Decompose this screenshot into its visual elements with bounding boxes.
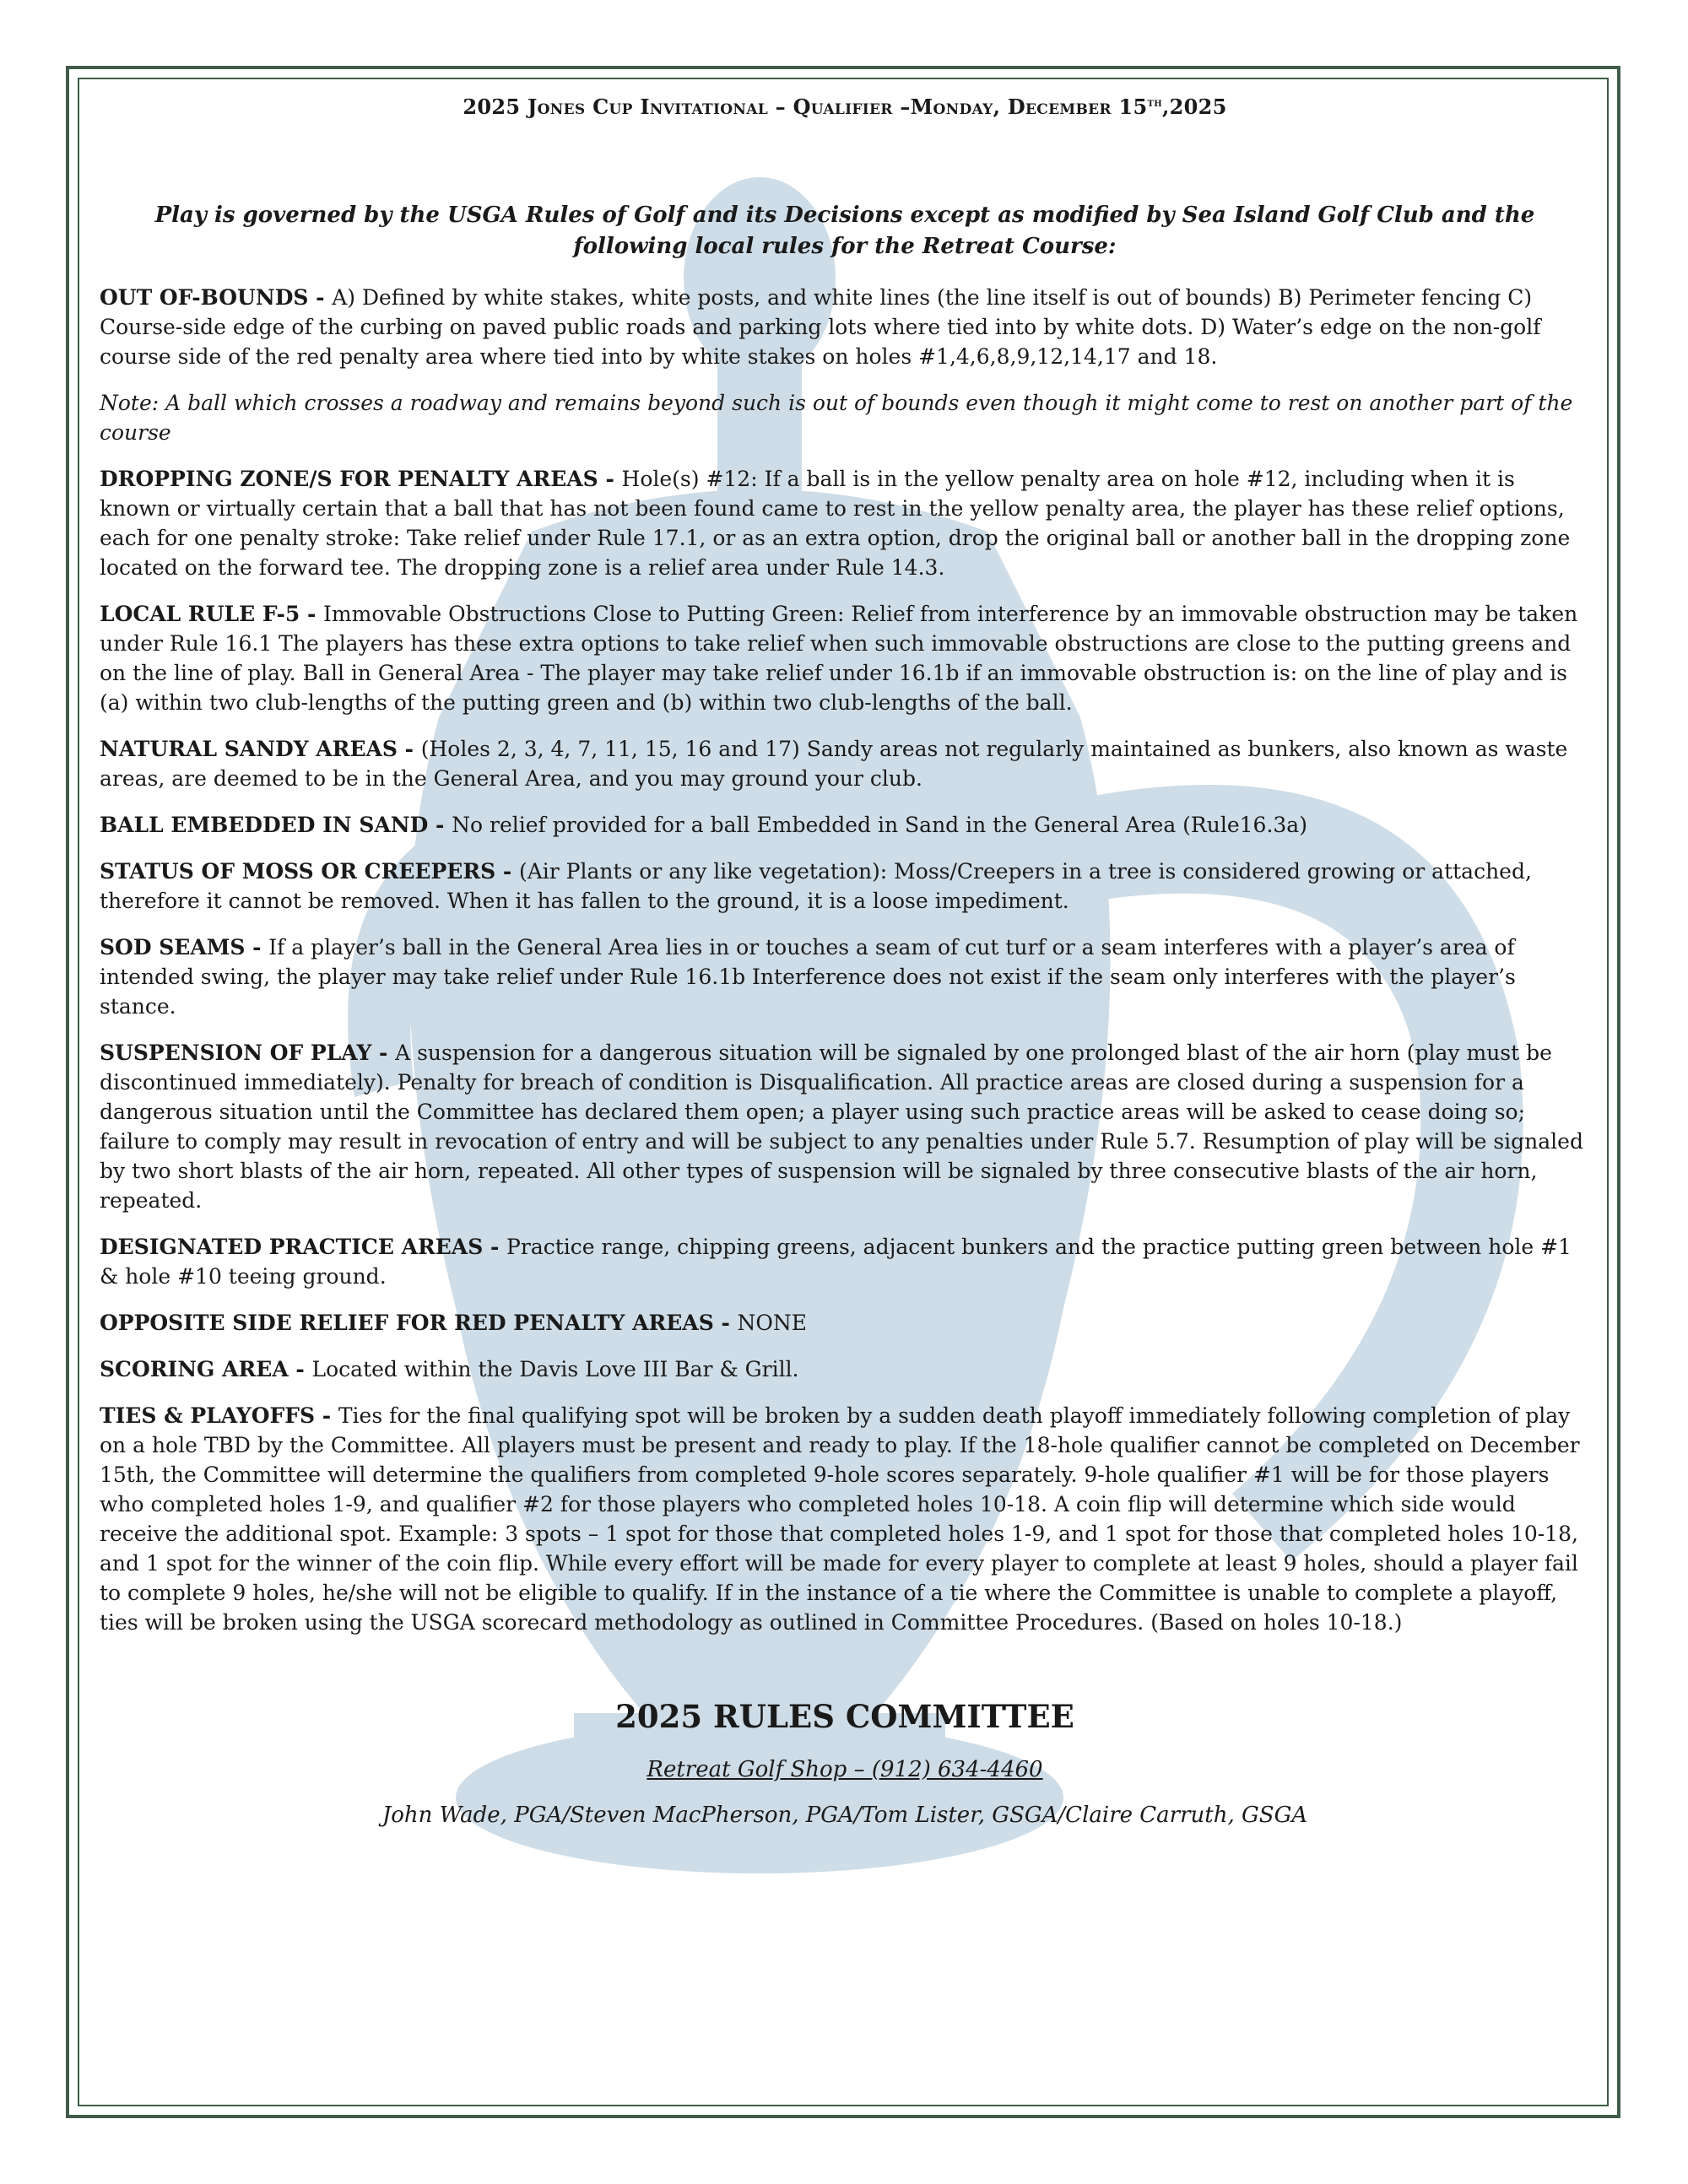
rule-dropping-zone: DROPPING ZONE/S FOR PENALTY AREAS - Hole(s) #12: If a ball is in the yellow penalty area on hole #12, including when it is known or virtually certain that a ball that has not been found came to rest in the yellow penalty area, the player has these relief options, each for one penalty stroke: Take relief under Rule 17.1, or as an extra option, drop the original ball or another ball in the dropping zone located on the forward tee. The dropping zone is a relief area under Rule 14.3. [100,467,1571,580]
rule-practice-areas: DESIGNATED PRACTICE AREAS - Practice range, chipping greens, adjacent bunkers and the practice putting green between hole #1 & hole #10 teeing ground. [100,1235,1572,1289]
rule-note: Note: A ball which crosses a roadway and remains beyond such is out of bounds even though it might come to rest on another part of the course [100,391,1573,445]
rule-ties-playoffs: TIES & PLAYOFFS - Ties for the final qualifying spot will be broken by a sudden death playoff immediately following completion of play on a hole TBD by the Committee. All players must be present and ready to play. If the 18-hole qualifier cannot be completed on December 15th, the Committee will determine the qualifiers from completed 9-hole scores separately. 9-hole qualifier #1 will be for those players who completed holes 1-9, and qualifier #2 for those players who completed holes 10-18. A coin flip will determine which side would receive the additional spot. Example: 3 spots – 1 spot for those that completed holes 1-9, and 1 spot for those that completed holes 10-18, and 1 spot for the winner of the coin flip. While every effort will be made for every player to complete at least 9 holes, should a player fail to complete 9 holes, he/she will not be eligible to qualify. If in the instance of a tie where the Committee is unable to complete a playoff, ties will be broken using the USGA scorecard methodology as outlined in Committee Procedures. (Based on holes 10-18.) [100,1403,1580,1635]
intro-statement: Play is governed by the USGA Rules of Golf and its Decisions except as modified by Sea Island Golf Club and the following local rules for the Retreat Course: [154,203,1535,259]
header-ordinal: th [1147,96,1162,110]
rule-moss-creepers: STATUS OF MOSS OR CREEPERS - (Air Plants or any like vegetation): Moss/Creepers in a tree is considered growing or attached, therefore it cannot be removed. When it has fallen to the ground, it is a loose impediment. [100,859,1532,913]
rule-suspension-of-play: SUSPENSION OF PLAY - A suspension for a dangerous situation will be signaled by one prolonged blast of the air horn (play must be discontinued immediately). Penalty for breach of condition is Disqualification. All practice areas are closed during a suspension for a dangerous situation until the Committee has declared them open; a player using such practice areas will be asked to cease doing so; failure to comply may result in revocation of entry and will be subject to any penalties under Rule 5.7. Resumption of play will be signaled by two short blasts of the air horn, repeated. All other types of suspension will be signaled by three consecutive blasts of the air horn, repeated. [100,1041,1583,1213]
rules-list [100,283,1590,1637]
committee-title: 2025 RULES COMMITTEE [615,1698,1074,1735]
committee-members: John Wade, PGA/Steven MacPherson, PGA/Tom Lister, GSGA/Claire Carruth, GSGA [381,1803,1308,1828]
rule-scoring-area: SCORING AREA - Located within the Davis Love III Bar & Grill. [100,1357,799,1381]
rule-local-f5: LOCAL RULE F-5 - Immovable Obstructions Close to Putting Green: Relief from interference by an immovable obstruction may be taken under Rule 16.1 The players has these extra options to take relief when such immovable obstructions are close to the putting greens and on the line of play. Ball in General Area - The player may take relief under 16.1b if an immovable obstruction is: on the line of play and is (a) within two club-lengths of the putting green and (b) within two club-lengths of the ball. [100,602,1578,715]
rule-out-of-bounds: OUT OF-BOUNDS - A) Defined by white stakes, white posts, and white lines (the line itself is out of bounds) B) Perimeter fencing C) Course-side edge of the curbing on paved public roads and parking lots where tied into by white dots. D) Water’s edge on the non-golf course side of the red penalty area where tied into by white stakes on holes #1,4,6,8,9,12,14,17 and 18. [100,285,1541,369]
document-content [100,95,1590,1828]
document-header [100,95,1590,119]
header-text: 2025 Jones Cup Invitational – Qualifier –Monday, December 15 [463,95,1148,119]
rule-ball-embedded: BALL EMBEDDED IN SAND - No relief provided for a ball Embedded in Sand in the General Area (Rule16.3a) [100,813,1307,837]
rule-natural-sandy-areas: NATURAL SANDY AREAS - (Holes 2, 3, 4, 7, 11, 15, 16 and 17) Sandy areas not regularly maintained as bunkers, also known as waste areas, are deemed to be in the General Area, and you may ground your club. [100,737,1568,791]
header-year: ,2025 [1161,95,1227,119]
golf-shop-contact: Retreat Golf Shop – (912) 634-4460 [647,1757,1043,1782]
rule-sod-seams: SOD SEAMS - If a player’s ball in the General Area lies in or touches a seam of cut turf or a seam interferes with a player’s area of intended swing, the player may take relief under Rule 16.1b Interference does not exist if the seam only interferes with the player’s stance. [100,935,1516,1019]
rule-opposite-side-relief: OPPOSITE SIDE RELIEF FOR RED PENALTY AREAS - NONE [100,1311,808,1335]
